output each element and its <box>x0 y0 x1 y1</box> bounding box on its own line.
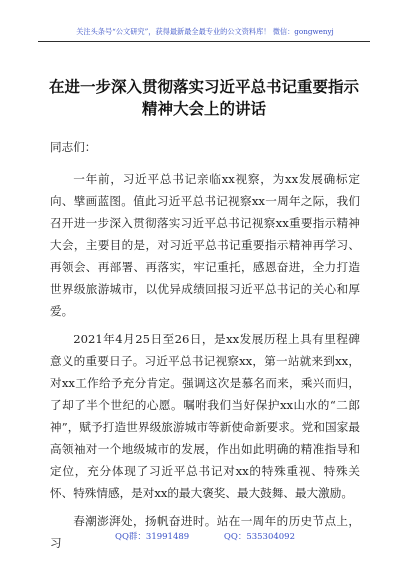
page-footer <box>40 530 370 544</box>
title-line-1: 在进一步深入贯彻落实习近平总书记重要指示 <box>48 78 359 96</box>
document-body <box>50 136 360 560</box>
title-line-2: 精神大会上的讲话 <box>141 100 266 118</box>
paragraph-2: 2021年4月25日至26日，是xx发展历程上具有里程碑意义的重要日子。习近平总书记视察xx，第一站就来到xx，对xx工作给予充分肯定。强调这次是慕名而来，乘兴而归，了却了半个世纪的心愿。嘱咐我们当好保护xx山水的“二郎神”，赋予打造世界级旅游城市等新使命新要求。党和国家最高领袖对一个地级城市的发展，作出如此明确的精准指导和定位，充分体现了习近平总书记对xx的特殊重视、特殊关怀、特殊情感，是对xx的最大褒奖、最大鼓舞、最大激励。 <box>50 332 360 500</box>
page-header: 关注头条号“公文研究”，获得最新最全最专业的公文资料库！ 微信：gongwenyj <box>76 27 334 36</box>
header-divider <box>38 41 370 42</box>
salutation: 同志们： <box>50 140 97 154</box>
paragraph-1: 一年前，习近平总书记亲临xx视察，为xx发展确标定向、擘画蓝图。值此习近平总书记视察xx一周年之际，我们召开进一步深入贯彻落实习近平总书记视察xx重要指示精神大会，主要目的是，对习近平总书记重要指示精神再学习、再领会、再部署、再落实，牢记重托，感恩奋进，全力打造世界级旅游城市，以优异成绩回报习近平总书记的关心和厚爱。 <box>50 172 360 318</box>
footer-qq-group: QQ群：31991489 <box>114 532 190 542</box>
footer-qq: QQ：535304092 <box>223 532 295 542</box>
paragraph-3: 春潮澎湃处，扬帆奋进时。站在一周年的历史节点上，习 <box>50 514 360 550</box>
document-title <box>40 76 368 120</box>
